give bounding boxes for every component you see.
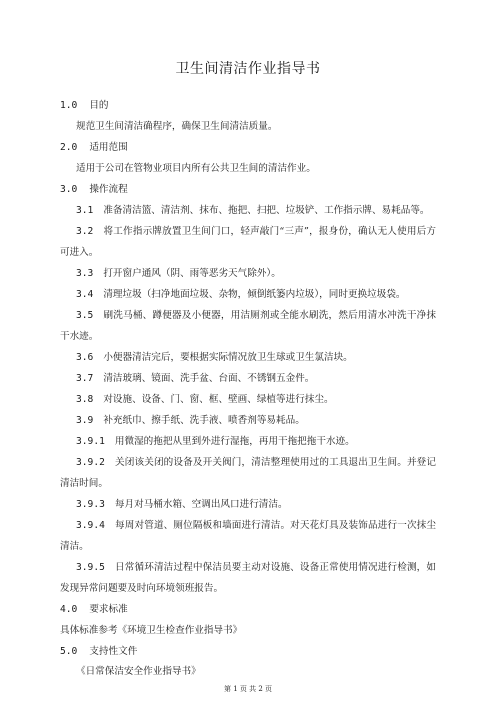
step-text: 将工作指示牌放置卫生间门口，轻声敲门“三声”，报身份，确认无人使用后方可进入。 bbox=[60, 226, 436, 258]
step-number: 3.9.2 bbox=[76, 457, 105, 468]
section-heading-4 bbox=[60, 603, 128, 616]
section-body-4: 具体标准参考《环境卫生检查作业指导书》 bbox=[60, 625, 243, 636]
step-3-9-5 bbox=[60, 557, 436, 599]
step-3-9 bbox=[60, 410, 436, 431]
step-3-5 bbox=[60, 305, 436, 347]
step-number: 3.9.1 bbox=[76, 436, 105, 447]
step-number: 3.2 bbox=[76, 226, 94, 237]
step-number: 3.1 bbox=[76, 205, 94, 216]
step-text: 补充纸巾、擦手纸、洗手液、喷香剂等易耗品。 bbox=[103, 415, 305, 426]
document-title: 卫生间清洁作业指导书 bbox=[175, 61, 321, 77]
page-footer: 第 1 页 共 2 页 bbox=[223, 685, 273, 693]
step-text: 用微湿的拖把从里到外进行湿拖，再用干拖把拖干水迹。 bbox=[114, 436, 355, 447]
section-heading-3 bbox=[60, 183, 128, 196]
step-number: 3.9 bbox=[76, 415, 94, 426]
section-number: 2.0 bbox=[60, 142, 78, 153]
section-title: 要求标准 bbox=[89, 604, 128, 615]
step-3-6 bbox=[60, 347, 436, 368]
step-text: 准备清洁篮、清洁剂、抹布、拖把、扫把、垃圾铲、工作指示牌、易耗品等。 bbox=[103, 205, 430, 216]
section-number: 3.0 bbox=[60, 184, 78, 195]
section-title: 操作流程 bbox=[89, 184, 128, 195]
section-title: 适用范围 bbox=[89, 142, 128, 153]
section-number: 4.0 bbox=[60, 604, 78, 615]
step-3-1 bbox=[60, 200, 436, 221]
section-heading-1 bbox=[60, 99, 109, 112]
step-text: 清洁玻璃、镜面、洗手盆、台面、不锈钢五金件。 bbox=[103, 373, 315, 384]
section-heading-2 bbox=[60, 141, 128, 154]
step-number: 3.4 bbox=[76, 289, 94, 300]
step-3-2 bbox=[60, 221, 436, 263]
step-3-4 bbox=[60, 284, 436, 305]
step-text: 关闭该关闭的设备及开关阀门，清洁整理使用过的工具退出卫生间。并登记清洁时间。 bbox=[60, 457, 436, 489]
step-3-3 bbox=[60, 263, 436, 284]
section-body-2: 适用于公司在管物业项目内所有公共卫生间的清洁作业。 bbox=[76, 163, 316, 174]
step-number: 3.9.3 bbox=[76, 499, 105, 510]
step-text: 打开窗户通风（阴、雨等恶劣天气除外）。 bbox=[103, 268, 281, 279]
step-3-7 bbox=[60, 368, 436, 389]
step-3-9-4 bbox=[60, 515, 436, 557]
section-number: 5.0 bbox=[60, 646, 78, 657]
step-text: 日常循环清洁过程中保洁员要主动对设施、设备正常使用情况进行检测，如发现异常问题要及时向环境领班报告。 bbox=[60, 562, 436, 594]
step-text: 对设施、设备、门、窗、框、壁画、绿植等进行抹尘。 bbox=[103, 394, 334, 405]
step-3-9-2 bbox=[60, 452, 436, 494]
step-3-9-1 bbox=[60, 431, 436, 452]
step-text: 小便器清洁完后，要根据实际情况放卫生球或卫生氯洁块。 bbox=[103, 352, 353, 363]
step-text: 每周对管道、厕位隔板和墙面进行清洁。对天花灯具及装饰品进行一次抹尘清洁。 bbox=[60, 520, 436, 552]
section-title: 目的 bbox=[89, 100, 109, 111]
step-text: 每月对马桶水箱、空调出风口进行清洁。 bbox=[114, 499, 288, 510]
step-number: 3.3 bbox=[76, 268, 94, 279]
step-3-9-3 bbox=[60, 494, 436, 515]
section-number: 1.0 bbox=[60, 100, 78, 111]
step-number: 3.6 bbox=[76, 352, 94, 363]
step-text: 清理垃圾（扫净地面垃圾、杂物，倾倒纸篓内垃圾），同时更换垃圾袋。 bbox=[103, 289, 406, 300]
step-number: 3.9.5 bbox=[76, 562, 105, 573]
step-3-8 bbox=[60, 389, 436, 410]
step-number: 3.7 bbox=[76, 373, 94, 384]
step-number: 3.9.4 bbox=[76, 520, 105, 531]
section-title: 支持性文件 bbox=[89, 646, 138, 657]
step-number: 3.8 bbox=[76, 394, 94, 405]
section-body-1: 规范卫生间清洁确程序，确保卫生间清洁质量。 bbox=[76, 121, 278, 132]
section-body-5: 《日常保洁安全作业指导书》 bbox=[76, 666, 201, 677]
step-number: 3.5 bbox=[76, 310, 94, 321]
step-text: 刷洗马桶、蹲便器及小便器，用洁厕剂或全能水刷洗，然后用清水冲洗干净抹干水迹。 bbox=[60, 310, 436, 342]
section-heading-5 bbox=[60, 645, 137, 658]
